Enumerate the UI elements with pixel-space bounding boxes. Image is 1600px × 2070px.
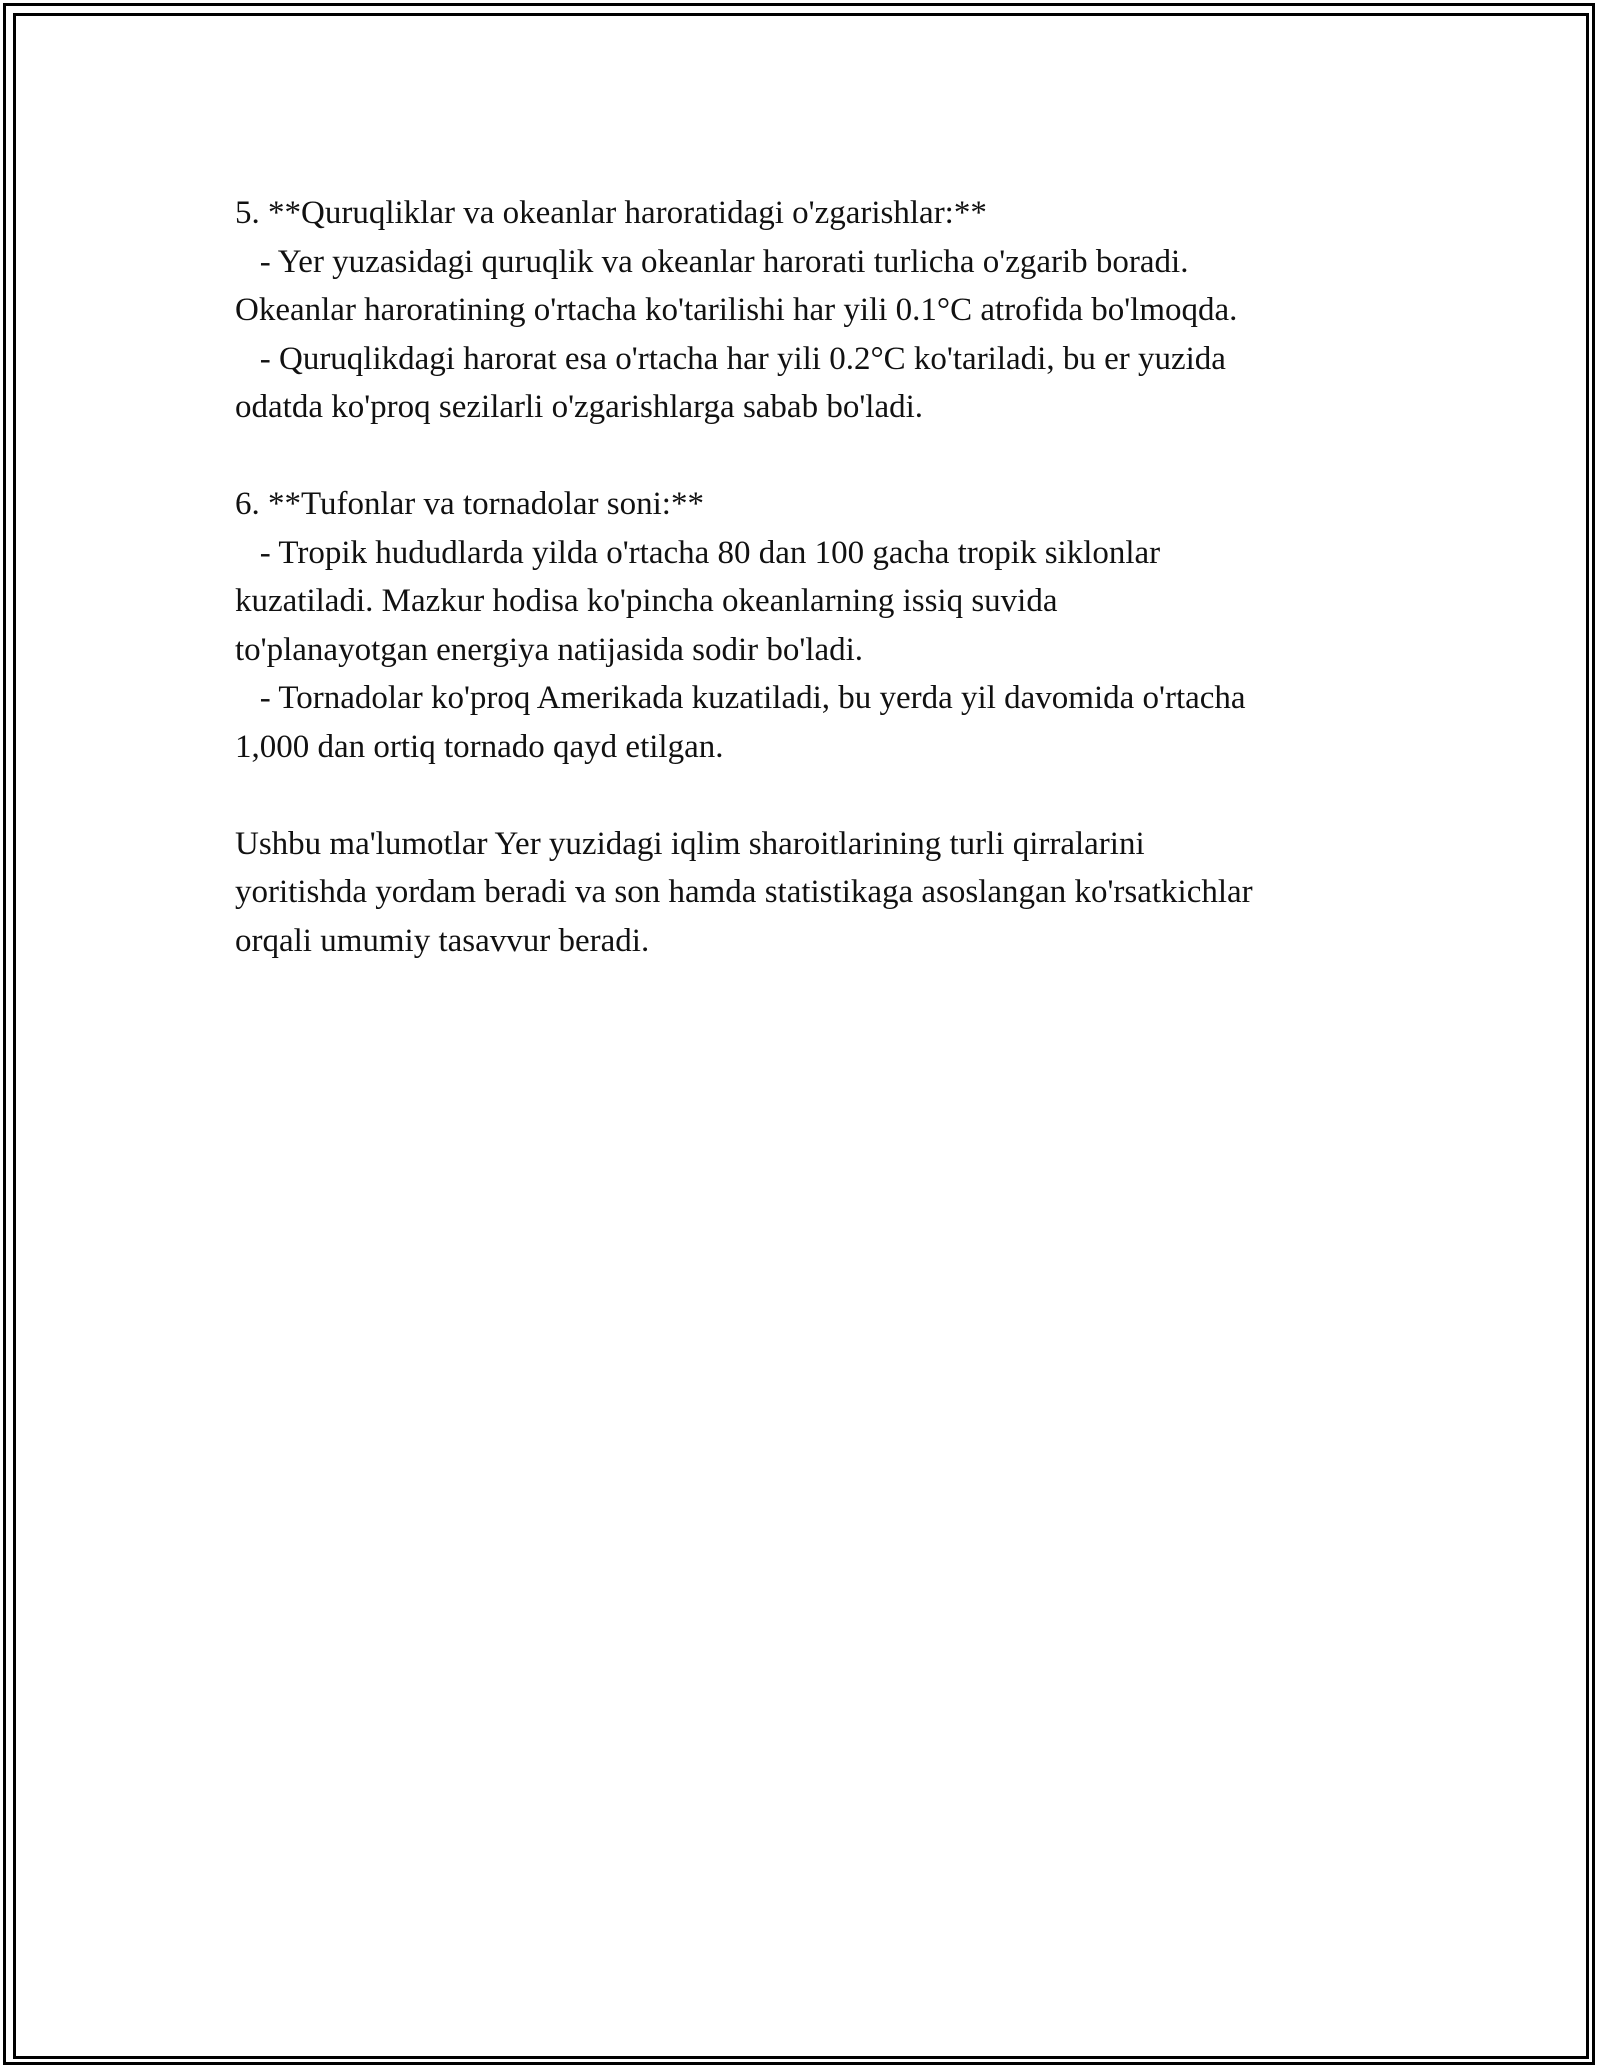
paragraph-line: - Tropik hududlarda yilda o'rtacha 80 dan 100 gacha tropik siklonlar <box>235 534 1161 571</box>
paragraph-line: Okeanlar haroratining o'rtacha ko'tarilishi har yili 0.1°C atrofida bo'lmoqda. <box>235 292 1238 328</box>
section-heading: 5. **Quruqliklar va okeanlar haroratidagi o'zgarishlar:** <box>235 195 987 231</box>
paragraph-line: - Tornadolar ko'proq Amerikada kuzatiladi, bu yerda yil davomida o'rtacha <box>235 680 1246 716</box>
paragraph-line: orqali umumiy tasavvur beradi. <box>235 922 650 959</box>
paragraph-line: Ushbu ma'lumotlar Yer yuzidagi iqlim sharoitlarining turli qirralarini <box>235 825 1145 862</box>
document-body <box>235 189 1395 965</box>
section-land-ocean-temperature <box>235 189 1395 432</box>
section-conclusion <box>235 820 1395 966</box>
paragraph-line: 1,000 dan ortiq tornado qayd etilgan. <box>235 728 724 765</box>
section-storms-tornadoes <box>235 480 1395 771</box>
paragraph-line: yoritishda yordam beradi va son hamda statistikaga asoslangan ko'rsatkichlar <box>235 874 1253 910</box>
paragraph-spacer <box>235 771 1395 820</box>
section-heading: 6. **Tufonlar va tornadolar soni:** <box>235 486 704 522</box>
paragraph-line: - Yer yuzasidagi quruqlik va okeanlar harorati turlicha o'zgarib boradi. <box>235 243 1189 280</box>
paragraph-line: - Quruqlikdagi harorat esa o'rtacha har yili 0.2°C ko'tariladi, bu er yuzida <box>235 340 1226 377</box>
paragraph-line: to'planayotgan energiya natijasida sodir bo'ladi. <box>235 631 864 668</box>
paragraph-line: odatda ko'proq sezilarli o'zgarishlarga sabab bo'ladi. <box>235 389 924 425</box>
paragraph-line: kuzatiladi. Mazkur hodisa ko'pincha okeanlarning issiq suvida <box>235 583 1058 619</box>
paragraph-spacer <box>235 432 1395 481</box>
